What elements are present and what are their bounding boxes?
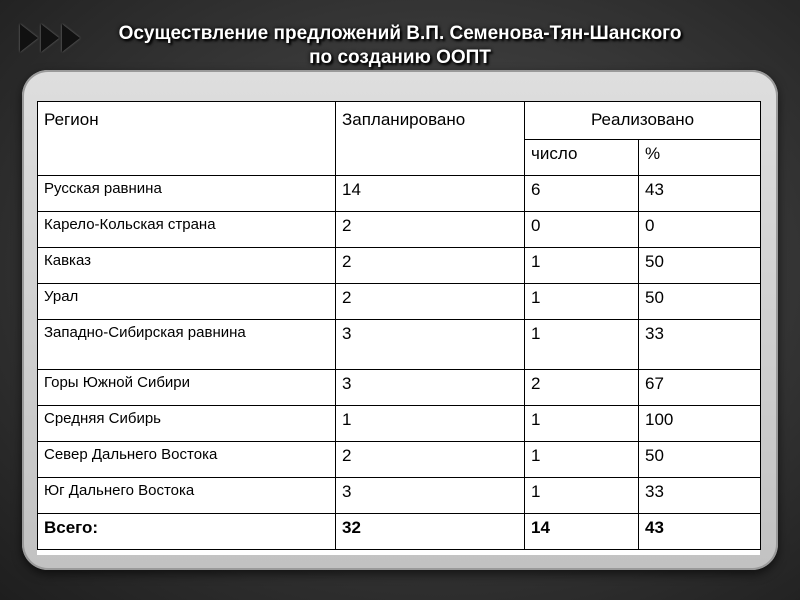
cell-region: Урал <box>38 284 336 320</box>
cell-percent: 50 <box>639 284 761 320</box>
total-count: 14 <box>525 514 639 550</box>
table-row <box>38 370 761 406</box>
total-percent: 43 <box>639 514 761 550</box>
cell-planned: 2 <box>336 248 525 284</box>
total-label: Всего: <box>38 514 336 550</box>
cell-percent: 33 <box>639 320 761 370</box>
cell-planned: 3 <box>336 370 525 406</box>
cell-percent: 50 <box>639 442 761 478</box>
cell-count: 6 <box>525 176 639 212</box>
header-planned: Запланировано <box>336 102 525 176</box>
cell-region: Кавказ <box>38 248 336 284</box>
table-row <box>38 406 761 442</box>
slide-title <box>60 22 740 70</box>
arrow-right-icon <box>20 24 38 52</box>
cell-percent: 33 <box>639 478 761 514</box>
cell-count: 1 <box>525 248 639 284</box>
cell-region: Средняя Сибирь <box>38 406 336 442</box>
table-container <box>37 101 760 555</box>
cell-planned: 14 <box>336 176 525 212</box>
table-row <box>38 212 761 248</box>
table-row <box>38 442 761 478</box>
title-line-1: Осуществление предложений В.П. Семенова-Тян-Шанского <box>118 23 682 44</box>
header-count: число <box>525 140 639 176</box>
cell-region: Русская равнина <box>38 176 336 212</box>
table-row <box>38 284 761 320</box>
cell-region: Горы Южной Сибири <box>38 370 336 406</box>
table-row <box>38 478 761 514</box>
header-region: Регион <box>38 102 336 176</box>
cell-planned: 2 <box>336 284 525 320</box>
arrow-right-icon <box>41 24 59 52</box>
header-percent: % <box>639 140 761 176</box>
cell-planned: 2 <box>336 212 525 248</box>
total-planned: 32 <box>336 514 525 550</box>
cell-percent: 67 <box>639 370 761 406</box>
cell-planned: 3 <box>336 478 525 514</box>
total-row <box>38 514 761 550</box>
cell-count: 1 <box>525 284 639 320</box>
cell-percent: 0 <box>639 212 761 248</box>
cell-region: Карело-Кольская страна <box>38 212 336 248</box>
cell-region: Север Дальнего Востока <box>38 442 336 478</box>
cell-count: 0 <box>525 212 639 248</box>
cell-count: 1 <box>525 478 639 514</box>
data-table <box>37 101 761 550</box>
header-realized: Реализовано <box>525 102 761 140</box>
cell-percent: 43 <box>639 176 761 212</box>
table-row <box>38 248 761 284</box>
cell-count: 2 <box>525 370 639 406</box>
cell-planned: 3 <box>336 320 525 370</box>
table-row <box>38 320 761 370</box>
cell-region: Западно-Сибирская равнина <box>38 320 336 370</box>
cell-planned: 2 <box>336 442 525 478</box>
cell-percent: 50 <box>639 248 761 284</box>
table-row <box>38 176 761 212</box>
cell-count: 1 <box>525 406 639 442</box>
cell-count: 1 <box>525 442 639 478</box>
cell-count: 1 <box>525 320 639 370</box>
title-line-2: по созданию ООПТ <box>309 47 491 68</box>
cell-region: Юг Дальнего Востока <box>38 478 336 514</box>
cell-percent: 100 <box>639 406 761 442</box>
cell-planned: 1 <box>336 406 525 442</box>
